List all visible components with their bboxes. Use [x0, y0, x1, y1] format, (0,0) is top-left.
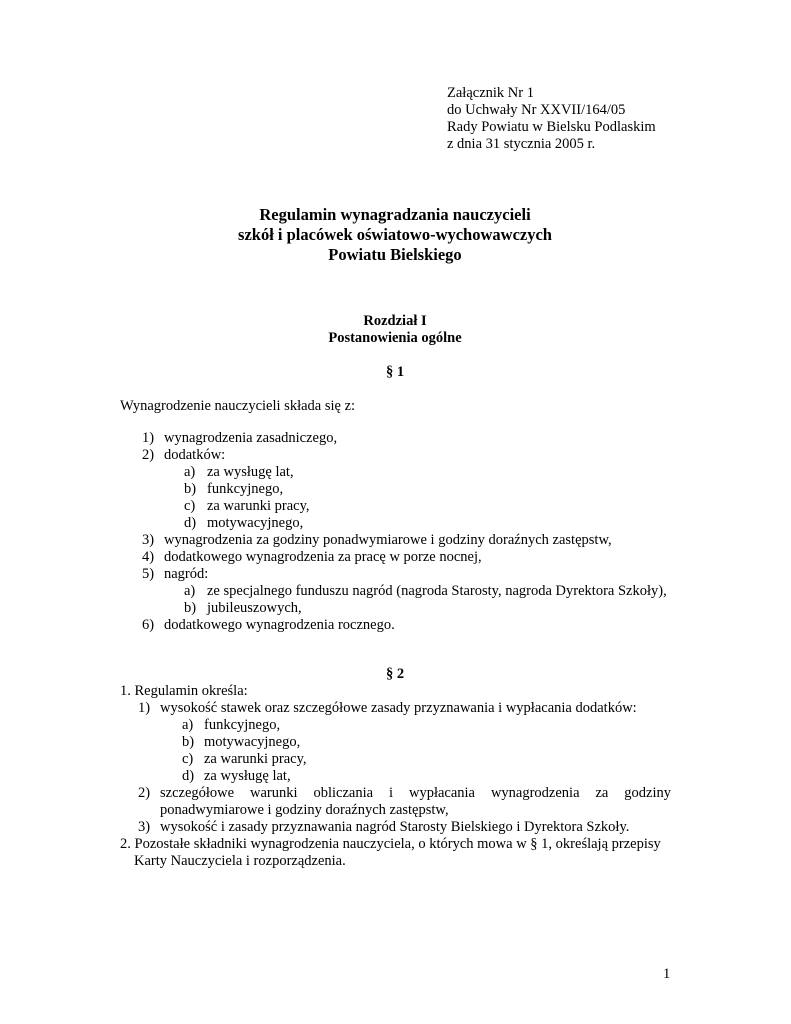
sub-item: za warunki pracy,	[207, 498, 310, 514]
sub-item-letter: d)	[182, 768, 195, 784]
sub-item-letter: c)	[182, 751, 194, 767]
list-item-number: 2)	[138, 785, 151, 801]
section-2-paragraph-2-continuation: Karty Nauczyciela i rozporządzenia.	[134, 853, 346, 869]
sub-item: za warunki pracy,	[204, 751, 307, 767]
sub-item-letter: b)	[184, 600, 197, 616]
list-item-number: 5)	[142, 566, 155, 582]
sub-item-letter: a)	[184, 464, 196, 480]
section-1-heading: § 1	[385, 364, 405, 380]
list-item-number: 3)	[138, 819, 151, 835]
list-item-justified	[160, 785, 671, 802]
chapter-name: Postanowienia ogólne	[328, 330, 462, 346]
word: wynagrodzenia	[490, 785, 580, 801]
section-2-paragraph-1: 1. Regulamin określa:	[120, 683, 248, 699]
list-item: dodatków:	[164, 447, 226, 463]
list-item-number: 1)	[142, 430, 155, 446]
section-2-heading: § 2	[385, 666, 405, 682]
title-line-1: Regulamin wynagradzania nauczycieli	[259, 205, 531, 224]
list-item: nagród:	[164, 566, 209, 582]
word: godziny	[624, 785, 671, 801]
sub-item-letter: d)	[184, 515, 197, 531]
sub-item: jubileuszowych,	[207, 600, 302, 616]
chapter-number: Rozdział I	[363, 313, 427, 329]
word: wypłacania	[408, 785, 475, 801]
attachment-line-3: Rady Powiatu w Bielsku Podlaskim	[447, 119, 656, 135]
sub-item: motywacyjnego,	[204, 734, 301, 750]
list-item: wynagrodzenia zasadniczego,	[164, 430, 338, 446]
attachment-line-4: z dnia 31 stycznia 2005 r.	[447, 136, 596, 152]
sub-item: funkcyjnego,	[204, 717, 281, 733]
page-number: 1	[663, 966, 671, 982]
sub-item-letter: a)	[182, 717, 194, 733]
sub-item-letter: b)	[184, 481, 197, 497]
sub-item: za wysługę lat,	[204, 768, 291, 784]
list-item: dodatkowego wynagrodzenia za pracę w porze nocnej,	[164, 549, 482, 565]
word: szczegółowe	[160, 785, 235, 801]
list-item-number: 2)	[142, 447, 155, 463]
list-item: dodatkowego wynagrodzenia rocznego.	[164, 617, 395, 633]
title-line-2: szkół i placówek oświatowo-wychowawczych	[238, 225, 552, 244]
list-item-number: 4)	[142, 549, 155, 565]
title-line-3: Powiatu Bielskiego	[328, 245, 462, 264]
list-item: wysokość stawek oraz szczegółowe zasady przyznawania i wypłacania dodatków:	[160, 700, 637, 716]
list-item-number: 1)	[138, 700, 151, 716]
sub-item: za wysługę lat,	[207, 464, 294, 480]
list-item-number: 3)	[142, 532, 155, 548]
attachment-line-1: Załącznik Nr 1	[447, 85, 534, 101]
sub-item: funkcyjnego,	[207, 481, 284, 497]
list-item-number: 6)	[142, 617, 155, 633]
sub-item-letter: a)	[184, 583, 196, 599]
sub-item: motywacyjnego,	[207, 515, 304, 531]
list-item: wysokość i zasady przyznawania nagród Starosty Bielskiego i Dyrektora Szkoły.	[160, 819, 630, 835]
word: i	[389, 785, 394, 801]
section-1-intro: Wynagrodzenie nauczycieli składa się z:	[120, 398, 356, 414]
word: warunki	[250, 785, 298, 801]
sub-item-letter: b)	[182, 734, 195, 750]
list-item-continuation: ponadwymiarowe i godziny doraźnych zastępstw,	[160, 802, 449, 818]
section-2-paragraph-2: 2. Pozostałe składniki wynagrodzenia nauczyciela, o których mowa w § 1, określają przepisy	[120, 836, 661, 852]
sub-item: ze specjalnego funduszu nagród (nagroda Starosty, nagroda Dyrektora Szkoły),	[207, 583, 667, 599]
word: obliczania	[313, 785, 374, 801]
attachment-line-2: do Uchwały Nr XXVII/164/05	[447, 102, 626, 118]
sub-item-letter: c)	[184, 498, 196, 514]
list-item: wynagrodzenia za godziny ponadwymiarowe i godziny doraźnych zastępstw,	[164, 532, 612, 548]
word: za	[595, 785, 609, 801]
